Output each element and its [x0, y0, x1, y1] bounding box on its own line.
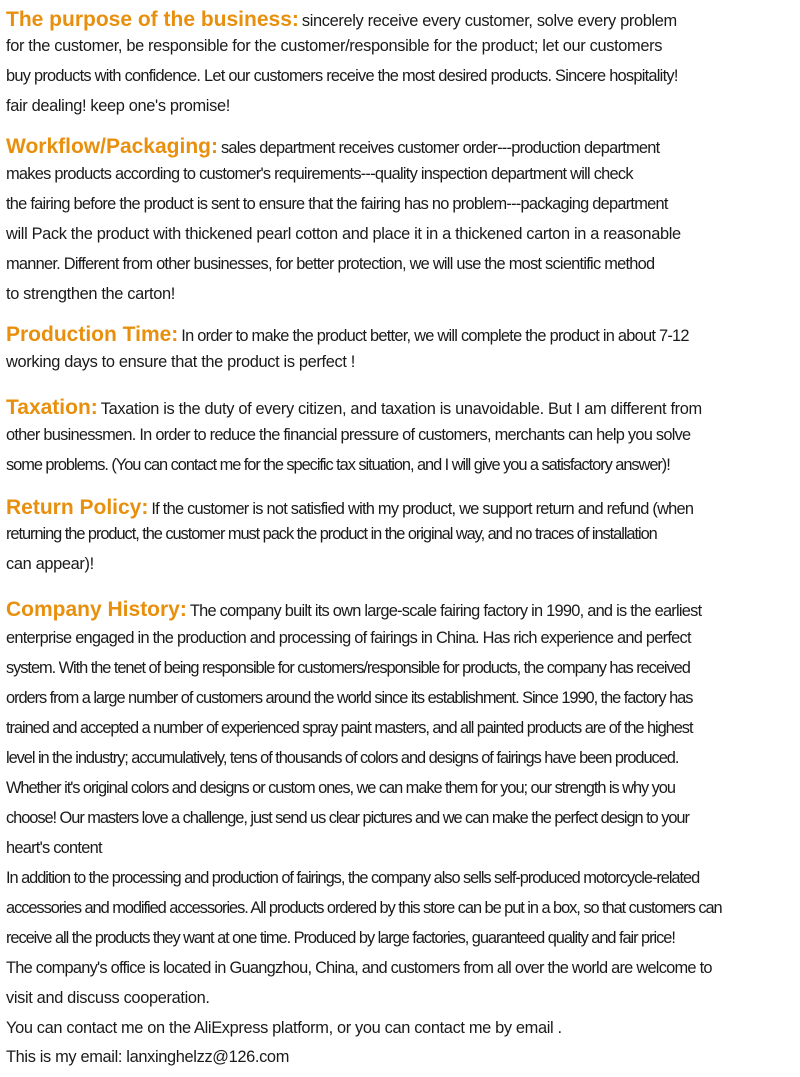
purpose-heading: The purpose of the business:	[6, 8, 299, 31]
taxation-line-1	[6, 394, 800, 423]
workflow-line-4: will Pack the product with thickened pearl cotton and place it in a thickened carton in a reasonable	[6, 225, 681, 243]
purpose-line-1	[6, 6, 800, 35]
history-line-16: This is my email: lanxinghelzz@126.com	[6, 1048, 289, 1066]
taxation-heading: Taxation:	[6, 396, 98, 419]
production-text: In order to make the product better, we will complete the product in about 7-12	[181, 327, 689, 345]
workflow-line-3: the fairing before the product is sent to ensure that the fairing has no problem---packaging department	[6, 195, 668, 213]
workflow-line-6: to strengthen the carton!	[6, 285, 175, 303]
history-line-11: accessories and modified accessories. All products ordered by this store can be put in a box, so that customers can	[6, 899, 722, 917]
workflow-heading: Workflow/Packaging:	[6, 135, 218, 158]
returns-text: If the customer is not satisfied with my product, we support return and refund (when	[151, 500, 694, 518]
workflow-text: sales department receives customer order---production department	[220, 139, 660, 157]
history-text: The company built its own large-scale fairing factory in 1990, and is the earliest	[189, 602, 702, 620]
production-heading: Production Time:	[6, 323, 179, 346]
workflow-line-2: makes products according to customer's requirements---quality inspection department will check	[6, 165, 633, 183]
purpose-line-4: fair dealing! keep one's promise!	[6, 97, 230, 115]
returns-heading: Return Policy:	[6, 496, 149, 519]
history-line-14: visit and discuss cooperation.	[6, 989, 210, 1007]
history-line-10: In addition to the processing and production of fairings, the company also sells self-produced motorcycle-related	[6, 869, 700, 887]
returns-line-3: can appear)!	[6, 555, 94, 573]
returns-line-2: returning the product, the customer must pack the product in the original way, and no traces of installation	[6, 525, 657, 543]
production-line-1	[6, 321, 800, 350]
history-line-2: enterprise engaged in the production and processing of fairings in China. Has rich experience and perfect	[6, 629, 691, 647]
workflow-line-1	[6, 133, 800, 162]
history-line-8: choose! Our masters love a challenge, just send us clear pictures and we can make the perfect design to your	[6, 809, 689, 827]
history-heading: Company History:	[6, 598, 187, 621]
history-line-12: receive all the products they want at one time. Produced by large factories, guaranteed quality and fair price!	[6, 929, 675, 947]
workflow-line-5: manner. Different from other businesses, for better protection, we will use the most scientific method	[6, 255, 655, 273]
taxation-line-2: other businessmen. In order to reduce the financial pressure of customers, merchants can help you solve	[6, 426, 691, 444]
history-line-6: level in the industry; accumulatively, tens of thousands of colors and designs of fairings have been produced.	[6, 749, 679, 767]
history-line-4: orders from a large number of customers around the world since its establishment. Since 1990, the factory has	[6, 689, 693, 707]
taxation-line-3: some problems. (You can contact me for the specific tax situation, and I will give you a satisfactory answer)!	[6, 456, 670, 474]
history-line-1	[6, 596, 800, 625]
history-line-5: trained and accepted a number of experienced spray paint masters, and all painted products are of the highest	[6, 719, 693, 737]
purpose-line-3: buy products with confidence. Let our customers receive the most desired products. Sincere hospitality!	[6, 67, 678, 85]
production-line-2: working days to ensure that the product is perfect !	[6, 353, 355, 371]
purpose-line-2: for the customer, be responsible for the customer/responsible for the product; let our customers	[6, 37, 663, 55]
history-line-3: system. With the tenet of being responsible for customers/responsible for products, the company has received	[6, 659, 690, 677]
returns-line-1	[6, 494, 800, 523]
history-line-7: Whether it's original colors and designs or custom ones, we can make them for you; our strength is why you	[6, 779, 675, 797]
history-line-13: The company's office is located in Guangzhou, China, and customers from all over the world are welcome to	[6, 959, 712, 977]
history-line-9: heart's content	[6, 839, 102, 857]
purpose-text: sincerely receive every customer, solve every problem	[301, 12, 677, 30]
taxation-text: Taxation is the duty of every citizen, and taxation is unavoidable. But I am different from	[100, 400, 702, 418]
history-line-15: You can contact me on the AliExpress platform, or you can contact me by email .	[6, 1019, 562, 1037]
